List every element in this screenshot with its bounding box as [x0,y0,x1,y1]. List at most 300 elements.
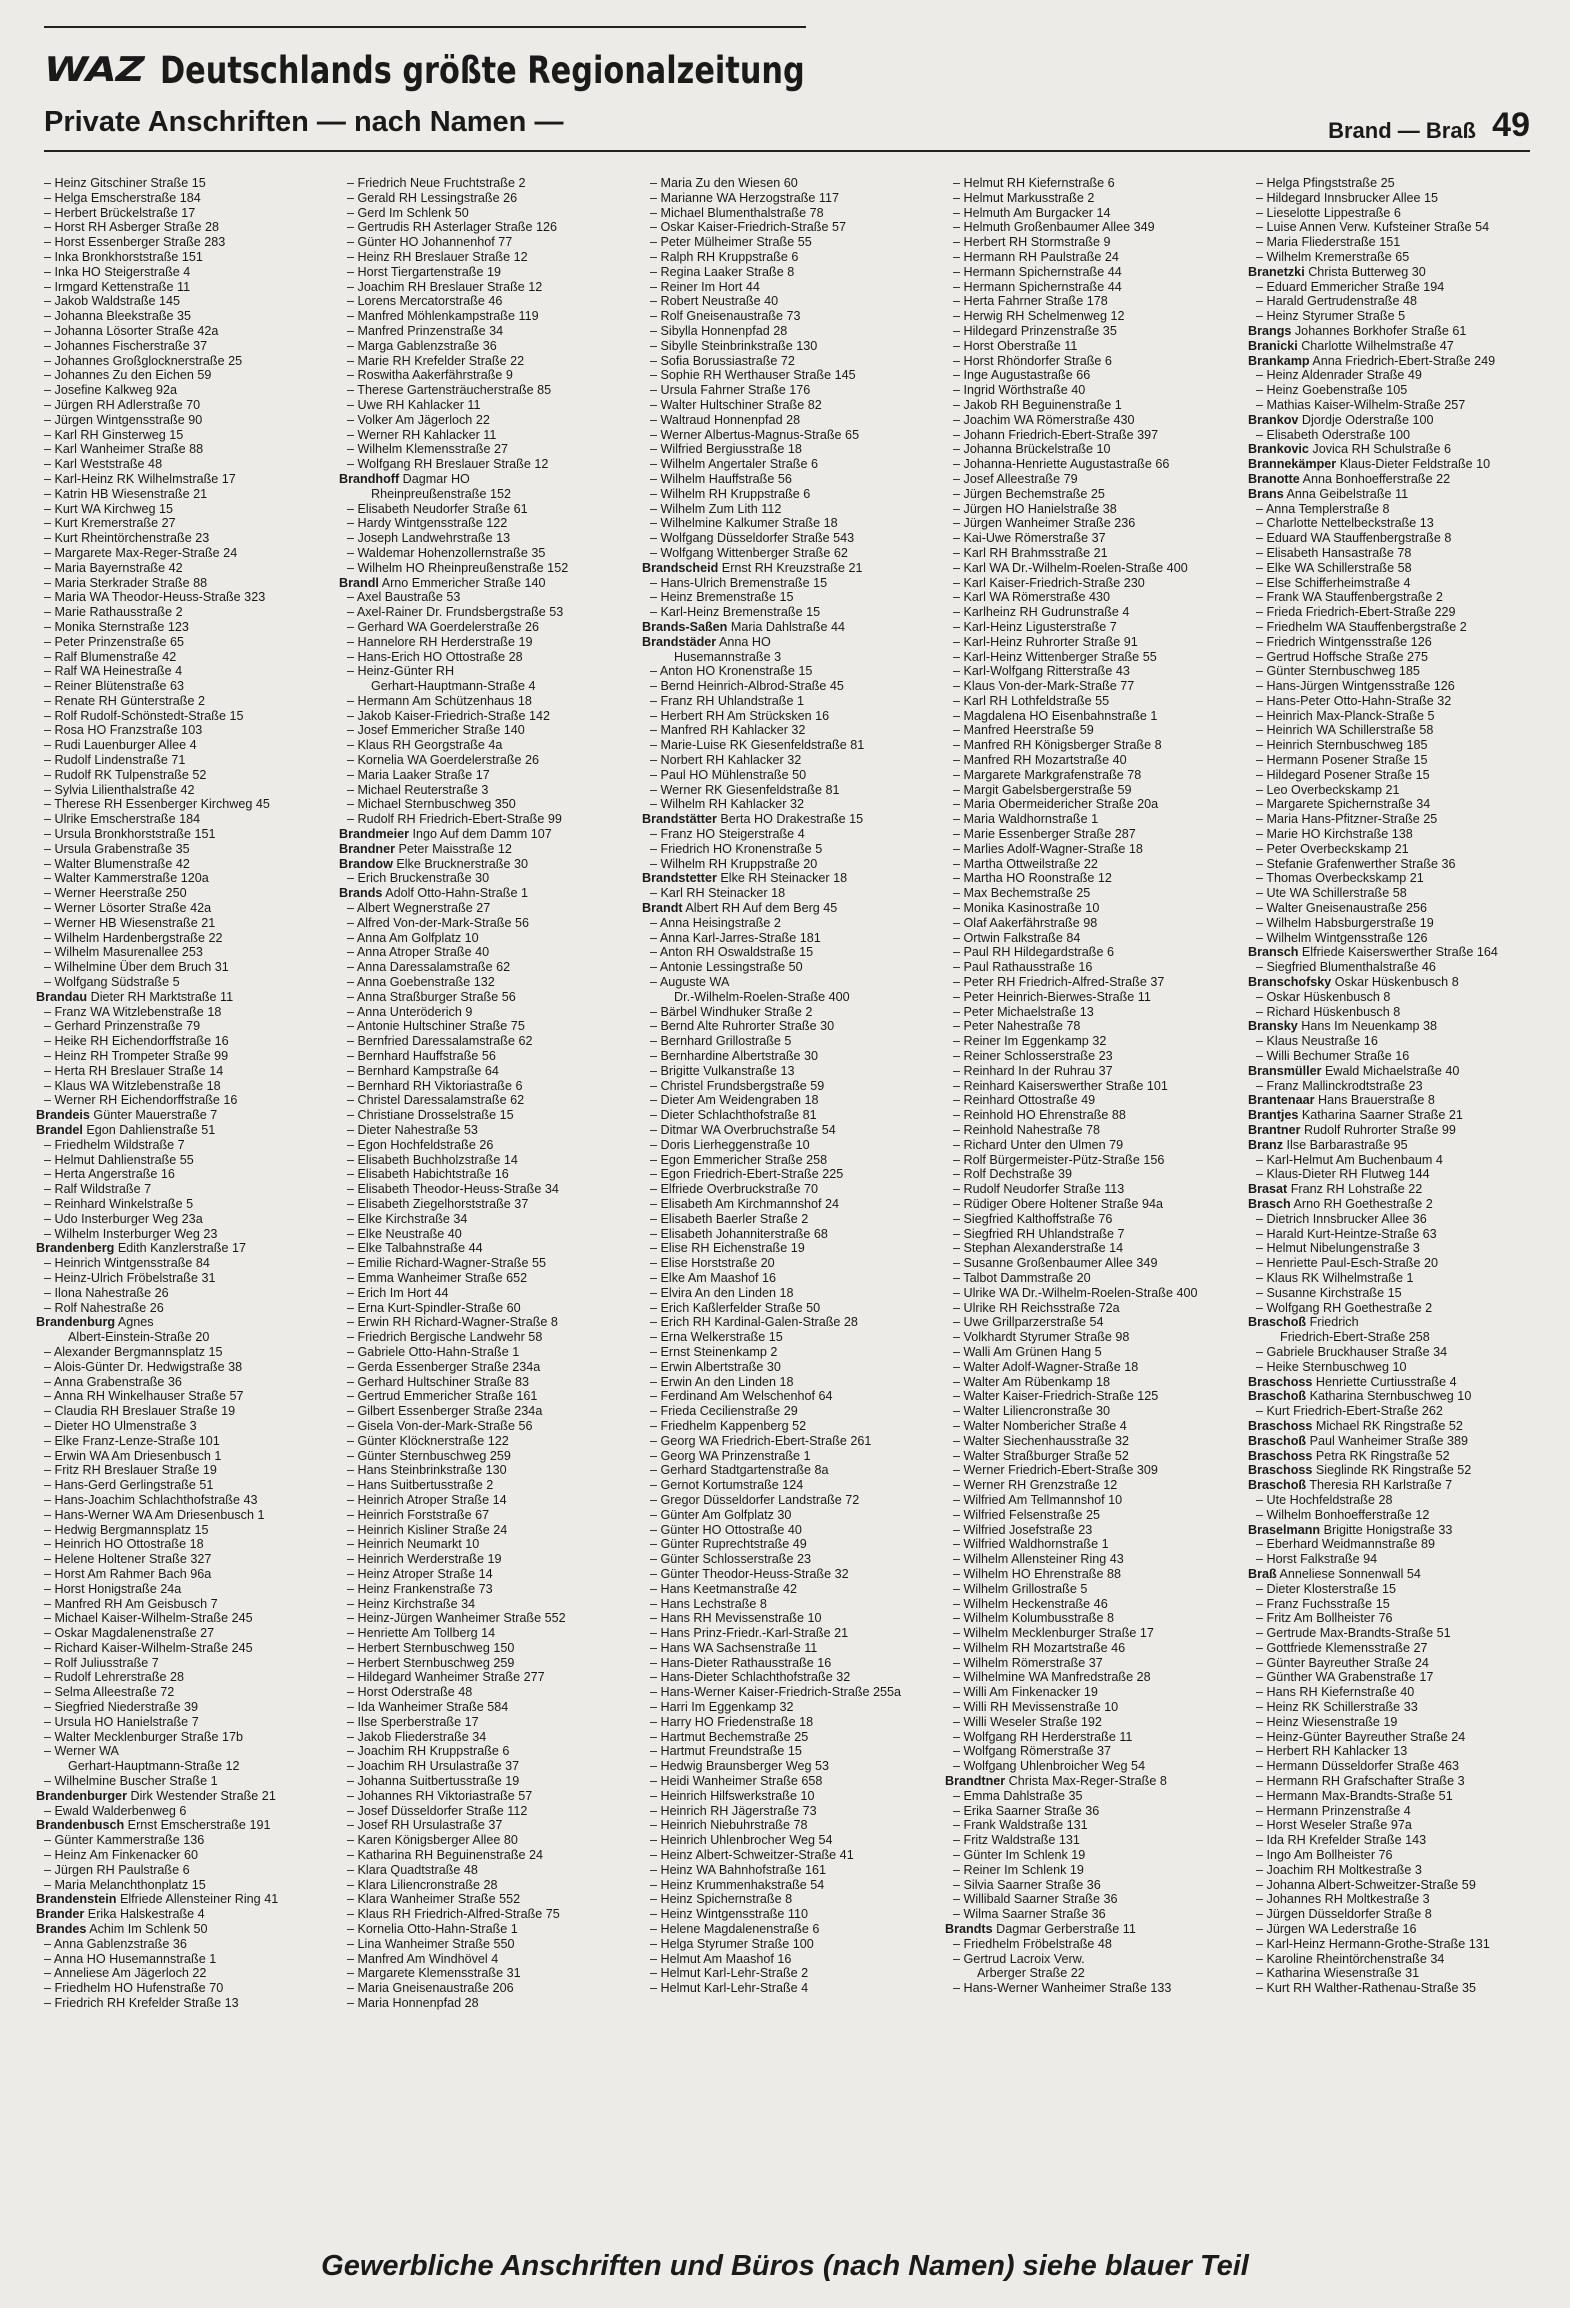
listing-entry: – Egon Hochfeldstraße 26 [339,1138,629,1153]
surname-entry: Brandenbusch Ernst Emscherstraße 191 [36,1818,271,1833]
listing-entry: – Frieda Cecilienstraße 29 [642,1404,932,1419]
listing-entry: – Gernot Kortumstraße 124 [642,1478,932,1493]
listing-entry: – Dietrich Innsbrucker Allee 36 [1248,1212,1538,1227]
listing-entry: – Frieda Friedrich-Ebert-Straße 229 [1248,605,1538,620]
surname-entry: Brans Anna Geibelstraße 11 [1248,486,1409,501]
listing-entry: – Horst Oderstraße 48 [339,1685,629,1700]
listing-entry: – Maria WA Theodor-Heuss-Straße 323 [36,590,326,605]
surname: Brandenberg [36,1241,115,1256]
listing-entry: – Anton HO Kronenstraße 15 [642,664,932,679]
listing-entry: – Hans-Dieter Rathausstraße 16 [642,1656,932,1671]
listing-entry: – Manfred RH Kahlacker 32 [642,723,932,738]
listing-entry: – Rüdiger Obere Holtener Straße 94a [945,1197,1235,1212]
footer-note: Gewerbliche Anschriften und Büros (nach Namen) siehe blauer Teil [321,2250,1249,2282]
listing-entry: – Wilhelm Wintgensstraße 126 [1248,931,1538,946]
surname-entry: Brantjes Katharina Saarner Straße 21 [1248,1108,1463,1123]
surname: Braselmann [1248,1522,1321,1537]
listing-entry: – Elisabeth Neudorfer Straße 61 [339,502,629,517]
listing-entry: – Anna Gablenzstraße 36 [36,1937,326,1952]
surname: Brandl [339,575,379,590]
listing-entry: – Bernhard Kampstraße 64 [339,1064,629,1079]
listing-entry: – Wilhelm Masurenallee 253 [36,945,326,960]
listing-entry: – Karl RH Lothfeldstraße 55 [945,694,1235,709]
listing-entry: – Irmgard Kettenstraße 11 [36,280,326,295]
surname: Brandhoff [339,471,400,486]
listing-entry: – Maria Zu den Wiesen 60 [642,176,932,191]
listing-column-3 [642,176,932,2216]
listing-entry: – Frank Waldstraße 131 [945,1818,1235,1833]
listing-entry: – Else Schifferheimstraße 4 [1248,576,1538,591]
listing-entry: – Walter Nombericher Straße 4 [945,1419,1235,1434]
listing-entry: – Anna Atroper Straße 40 [339,945,629,960]
listing-entry: – Hartmut Freundstraße 15 [642,1744,932,1759]
listing-entry: – Werner HB Wiesenstraße 21 [36,916,326,931]
listing-entry: – Heinrich Uhlenbrocher Weg 54 [642,1833,932,1848]
surname-entry: Brandhoff Dagmar HO [339,471,470,486]
listing-entry: – Joachim WA Römerstraße 430 [945,413,1235,428]
listing-entry: – Horst RH Asberger Straße 28 [36,220,326,235]
listing-entry: – Heinz Frankenstraße 73 [339,1582,629,1597]
listing-entry: – Dieter Nahestraße 53 [339,1123,629,1138]
listing-entry: – Rudolf RK Tulpenstraße 52 [36,768,326,783]
listing-entry: – Dieter Klosterstraße 15 [1248,1582,1538,1597]
surname: Brandtner [945,1774,1006,1789]
listing-entry: – Elisabeth Johanniterstraße 68 [642,1227,932,1242]
listing-entry: – Johanna Suitbertusstraße 19 [339,1774,629,1789]
listing-entry: – Hermann Spichernstraße 44 [945,265,1235,280]
listing-entry: – Heinrich WA Schillerstraße 58 [1248,723,1538,738]
surname: Brankamp [1248,353,1310,368]
listing-entry: – Gertrud Hoffsche Straße 275 [1248,650,1538,665]
listing-entry: – Gregor Düsseldorfer Landstraße 72 [642,1493,932,1508]
listing-entry: – Karl-Heinz Bremenstraße 15 [642,605,932,620]
listing-entry: – Ortwin Falkstraße 84 [945,931,1235,946]
listing-entry: – Wolfgang Wittenberger Straße 62 [642,546,932,561]
listing-entry: – Heinrich Hilfswerkstraße 10 [642,1789,932,1804]
listing-entry: – Karl-Heinz Ligusterstraße 7 [945,620,1235,635]
listing-entry: – Heinz Am Finkenacker 60 [36,1848,326,1863]
listing-entry: – Karl-Heinz RK Wilhelmstraße 17 [36,472,326,487]
listing-entry: – Eduard WA Stauffenbergstraße 8 [1248,531,1538,546]
listing-entry: – Hartmut Bechemstraße 25 [642,1730,932,1745]
listing-entry: – Manfred Heerstraße 59 [945,723,1235,738]
listing-entry: – Jürgen Düsseldorfer Straße 8 [1248,1907,1538,1922]
listing-entry: – Kurt WA Kirchweg 15 [36,502,326,517]
listing-entry: – Susanne Großenbaumer Allee 349 [945,1256,1235,1271]
surname-entry: Branetzki Christa Butterweg 30 [1248,264,1426,279]
listing-entry: – Walter Kaiser-Friedrich-Straße 125 [945,1389,1235,1404]
listing-entry: – Heinz Goebenstraße 105 [1248,383,1538,398]
listing-entry: – Stefanie Grafenwerther Straße 36 [1248,857,1538,872]
listing-entry: – Bernd Heinrich-Albrod-Straße 45 [642,679,932,694]
listing-entry: – Richard Unter den Ulmen 79 [945,1138,1235,1153]
listing-entry: – Günter Klöcknerstraße 122 [339,1434,629,1449]
listing-entry: – Wilhelm RH Kruppstraße 6 [642,487,932,502]
listing-entry: – Ulrike WA Dr.-Wilhelm-Roelen-Straße 400 [945,1286,1235,1301]
listing-entry: – Inge Augustastraße 66 [945,368,1235,383]
listing-entry: – Harald Kurt-Heintze-Straße 63 [1248,1227,1538,1242]
listing-entry: – Ingrid Wörthstraße 40 [945,383,1235,398]
listing-entry: – Paul HO Mühlenstraße 50 [642,768,932,783]
surname-entry: Braschoss Henriette Curtiusstraße 4 [1248,1374,1457,1389]
listing-entry: – Helga Pfingststraße 25 [1248,176,1538,191]
surname: Braschoß [1248,1478,1307,1493]
listing-entry: – Ernst Steinenkamp 2 [642,1345,932,1360]
listing-entry: – Friedhelm HO Hufenstraße 70 [36,1981,326,1996]
listing-column-1 [36,176,326,2216]
listing-entry: – Wilhelmine Buscher Straße 1 [36,1774,326,1789]
listing-entry: – Anna Am Golfplatz 10 [339,931,629,946]
listing-entry: – Klaus RH Friedrich-Alfred-Straße 75 [339,1907,629,1922]
listing-entry: – Anna Grabenstraße 36 [36,1375,326,1390]
listing-entry: – Rosa HO Franzstraße 103 [36,723,326,738]
listing-entry: – Gertrudis RH Asterlager Straße 126 [339,220,629,235]
listing-entry: – Gerald RH Lessingstraße 26 [339,191,629,206]
listing-entry: – Erich Im Hort 44 [339,1286,629,1301]
surname-entry: Brandscheid Ernst RH Kreuzstraße 21 [642,560,863,575]
listing-entry: – Elise Horststraße 20 [642,1256,932,1271]
listing-column-4 [945,176,1235,2216]
surname: Braschoß [1248,1315,1307,1330]
listing-entry: – Silvia Saarner Straße 36 [945,1878,1235,1893]
surname: Brannekämper [1248,457,1337,472]
listing-entry: – Erwin RH Richard-Wagner-Straße 8 [339,1315,629,1330]
listing-entry: – Wolfgang RH Herderstraße 11 [945,1730,1235,1745]
listing-entry: – Herwig RH Schelmenweg 12 [945,309,1235,324]
listing-entry: – Ursula Grabenstraße 35 [36,842,326,857]
listing-entry: – Walter Blumenstraße 42 [36,857,326,872]
listing-entry: – Johannes Fischerstraße 37 [36,339,326,354]
listing-entry: – Helene Magdalenenstraße 6 [642,1922,932,1937]
listing-entry: – Heidi Wanheimer Straße 658 [642,1774,932,1789]
surname-entry: Brandes Achim Im Schlenk 50 [36,1922,208,1937]
listing-entry: – Werner RH Grenzstraße 12 [945,1478,1235,1493]
listing-entry: – Jakob Kaiser-Friedrich-Straße 142 [339,709,629,724]
listing-entry: – Willi Weseler Straße 192 [945,1715,1235,1730]
listing-entry: Gerhart-Hauptmann-Straße 4 [371,679,536,694]
listing-entry: – Karl-Wolfgang Ritterstraße 43 [945,664,1235,679]
page-number: 49 [1492,106,1530,144]
listing-entry: – Rolf Dechstraße 39 [945,1167,1235,1182]
surname: Brandau [36,989,88,1004]
listing-entry: – Uwe Grillparzerstraße 54 [945,1315,1235,1330]
listing-entry: – Manfred RH Mozartstraße 40 [945,753,1235,768]
listing-entry: – Josef RH Ursulastraße 37 [339,1818,629,1833]
listing-entry: – Jürgen RH Adlerstraße 70 [36,398,326,413]
listing-entry: – Marlies Adolf-Wagner-Straße 18 [945,842,1235,857]
listing-entry: – Friedrich HO Kronenstraße 5 [642,842,932,857]
surname: Brandenstein [36,1892,117,1907]
listing-entry: – Reinhard Kaiserswerther Straße 101 [945,1079,1235,1094]
listing-entry: – Christel Daressalamstraße 62 [339,1093,629,1108]
listing-entry: – Heinz Spichernstraße 8 [642,1892,932,1907]
listing-entry: – Erika Saarner Straße 36 [945,1804,1235,1819]
listing-entry: – Horst Oberstraße 11 [945,339,1235,354]
listing-entry: – Manfred Möhlenkampstraße 119 [339,309,629,324]
listing-entry: – Inka Bronkhorststraße 151 [36,250,326,265]
listing-entry: – Ilona Nahestraße 26 [36,1286,326,1301]
surname: Brander [36,1907,85,1922]
listing-entry: – Hans RH Mevissenstraße 10 [642,1611,932,1626]
listing-entry: – Fritz Waldstraße 131 [945,1833,1235,1848]
listing-entry: – Gertrud Emmericher Straße 161 [339,1389,629,1404]
surname-entry: Braschoß Paul Wanheimer Straße 389 [1248,1433,1469,1448]
surname: Branschofsky [1248,975,1332,990]
listing-entry: – Günter Kammerstraße 136 [36,1833,326,1848]
listing-entry: – Ute Hochfeldstraße 28 [1248,1493,1538,1508]
listing-entry: – Heinrich Werderstraße 19 [339,1552,629,1567]
listing-entry: – Kurt RH Walther-Rathenau-Straße 35 [1248,1981,1538,1996]
listing-entry: – Helmut RH Kiefernstraße 6 [945,176,1235,191]
surname: Brandner [339,841,395,856]
listing-entry: – Hannelore RH Herderstraße 19 [339,635,629,650]
listing-entry: – Thomas Overbeckskamp 21 [1248,871,1538,886]
listing-entry: – Karl-Helmut Am Buchenbaum 4 [1248,1153,1538,1168]
listing-entry: – Klaus Neustraße 16 [1248,1034,1538,1049]
listing-entry: – Karl-Heinz Ruhrorter Straße 91 [945,635,1235,650]
listing-entry: – Heinrich Kisliner Straße 24 [339,1523,629,1538]
listing-entry: – Herbert RH Kahlacker 13 [1248,1744,1538,1759]
listing-entry: – Richard Hüskenbusch 8 [1248,1005,1538,1020]
listing-entry: – Herbert RH Stormstraße 9 [945,235,1235,250]
listing-entry: – Lina Wanheimer Straße 550 [339,1937,629,1952]
listing-entry: – Marie RH Krefelder Straße 22 [339,354,629,369]
listing-entry: – Josef Alleestraße 79 [945,472,1235,487]
surname: Brandow [339,856,393,871]
listing-entry: – Heinrich Max-Planck-Straße 5 [1248,709,1538,724]
listing-entry: – Gertrud Lacroix Verw. [945,1952,1235,1967]
listing-entry: – Wolfgang RH Breslauer Straße 12 [339,457,629,472]
listing-entry: – Oskar Hüskenbusch 8 [1248,990,1538,1005]
listing-entry: – Wilhelmine Über dem Bruch 31 [36,960,326,975]
surname-entry: Braselmann Brigitte Honigstraße 33 [1248,1522,1453,1537]
listing-entry: – Udo Insterburger Weg 23a [36,1212,326,1227]
listing-entry: – Walter Siechenhausstraße 32 [945,1434,1235,1449]
listing-entry: – Gerda Essenberger Straße 234a [339,1360,629,1375]
listing-entry: – Gerhard Stadtgartenstraße 8a [642,1463,932,1478]
listing-entry: – Bernhardine Albertstraße 30 [642,1049,932,1064]
listing-entry: – Heinz Styrumer Straße 5 [1248,309,1538,324]
listing-entry: – Wolfgang Römerstraße 37 [945,1744,1235,1759]
listing-entry: – Reinhard Ottostraße 49 [945,1093,1235,1108]
listing-entry: – Erwin An den Linden 18 [642,1375,932,1390]
listing-entry: – Wilhelmine WA Manfredstraße 28 [945,1670,1235,1685]
surname: Braschoß [1248,1433,1307,1448]
listing-entry: – Maria Fliederstraße 151 [1248,235,1538,250]
listing-entry: – Erwin WA Am Driesenbusch 1 [36,1449,326,1464]
listing-entry: – Ursula HO Hanielstraße 7 [36,1715,326,1730]
listing-entry: Arberger Straße 22 [977,1966,1085,1981]
listing-entry: – Monika Kasinostraße 10 [945,901,1235,916]
listing-entry: – Bärbel Windhuker Straße 2 [642,1005,932,1020]
listing-entry: – Hans-Ulrich Bremenstraße 15 [642,576,932,591]
listing-entry: – Günter Im Schlenk 19 [945,1848,1235,1863]
listing-entry: – Monika Sternstraße 123 [36,620,326,635]
listing-entry: – Kurt Rheintörchenstraße 23 [36,531,326,546]
listing-entry: – Heinrich Niebuhrstraße 78 [642,1818,932,1833]
listing-entry: – Siegfried Blumenthalstraße 46 [1248,960,1538,975]
listing-entry: – Günter Schlosserstraße 23 [642,1552,932,1567]
surname: Braschoß [1248,1389,1307,1404]
listing-entry: – Karl RH Ginsterweg 15 [36,428,326,443]
listing-entry: – Hans Prinz-Friedr.-Karl-Straße 21 [642,1626,932,1641]
listing-entry: – Klaus Von-der-Mark-Straße 77 [945,679,1235,694]
listing-entry: – Günter Sternbuschweg 259 [339,1449,629,1464]
listing-entry: – Brigitte Vulkanstraße 13 [642,1064,932,1079]
listing-entry: – Hildegard Wanheimer Straße 277 [339,1670,629,1685]
listing-entry: – Elisabeth Oderstraße 100 [1248,428,1538,443]
listing-entry: – Herbert Brückelstraße 17 [36,206,326,221]
listing-entry: – Erwin Albertstraße 30 [642,1360,932,1375]
listing-entry: – Heinrich HO Ottostraße 18 [36,1537,326,1552]
listing-entry: – Heinz-Günter RH [339,664,629,679]
listing-entry: – Karl Wanheimer Straße 88 [36,442,326,457]
listing-entry: – Hermann Spichernstraße 44 [945,280,1235,295]
listing-entry: – Helga Emscherstraße 184 [36,191,326,206]
surname-entry: Brandtner Christa Max-Reger-Straße 8 [945,1774,1167,1789]
listing-entry: – Gerhard Hultschiner Straße 83 [339,1375,629,1390]
listing-entry: – Michael Blumenthalstraße 78 [642,206,932,221]
listing-entry: – Werner Friedrich-Ebert-Straße 309 [945,1463,1235,1478]
listing-entry: – Jürgen Wintgensstraße 90 [36,413,326,428]
surname-entry: Brandau Dieter RH Marktstraße 11 [36,989,234,1004]
listing-entry: – Johann Friedrich-Ebert-Straße 397 [945,428,1235,443]
listing-entry: – Ralf Blumenstraße 42 [36,650,326,665]
listing-entry: – Josefine Kalkweg 92a [36,383,326,398]
surname-entry: Braschoss Michael RK Ringstraße 52 [1248,1418,1463,1433]
listing-entry: – Heinz RK Schillerstraße 33 [1248,1700,1538,1715]
listing-entry: – Wilhelm RH Kahlacker 32 [642,797,932,812]
listing-entry: – Wolfgang Südstraße 5 [36,975,326,990]
surname: Brandenburger [36,1788,127,1803]
listing-entry: – Ursula Bronkhorststraße 151 [36,827,326,842]
surname-entry: Brandts Dagmar Gerberstraße 11 [945,1922,1136,1937]
surname-entry: Brandl Arno Emmericher Straße 140 [339,575,546,590]
listing-entry: – Ingo Am Bollheister 76 [1248,1848,1538,1863]
listing-entry: – Waltraud Honnenpfad 28 [642,413,932,428]
listing-entry: – Volker Am Jägerloch 22 [339,413,629,428]
surname-entry: Brander Erika Halskestraße 4 [36,1907,205,1922]
listing-entry: – Wilhelm Habsburgerstraße 19 [1248,916,1538,931]
surname-entry: Bransmüller Ewald Michaelstraße 40 [1248,1063,1460,1078]
listing-entry: – Paul RH Hildegardstraße 6 [945,945,1235,960]
listing-entry: – Uwe RH Kahlacker 11 [339,398,629,413]
listing-entry: – Günter Bayreuther Straße 24 [1248,1656,1538,1671]
listing-entry: – Margarete Markgrafenstraße 78 [945,768,1235,783]
masthead [44,42,946,98]
listing-entry: – Erich Kaßlerfelder Straße 50 [642,1301,932,1316]
listing-entry: – Jakob RH Beguinenstraße 1 [945,398,1235,413]
listing-entry: – Norbert RH Kahlacker 32 [642,753,932,768]
listing-entry: – Klara Quadtstraße 48 [339,1863,629,1878]
surname: Brandeis [36,1108,90,1123]
listing-entry: – Günter HO Johannenhof 77 [339,235,629,250]
surname: Brandscheid [642,560,719,575]
surname-entry: Brankovic Jovica RH Schulstraße 6 [1248,442,1451,457]
listing-entry: – Heinz RH Breslauer Straße 12 [339,250,629,265]
surname-entry: Brandenburg Agnes [36,1315,154,1330]
listing-entry: – Anna RH Winkelhauser Straße 57 [36,1389,326,1404]
listing-entry: – Kai-Uwe Römerstraße 37 [945,531,1235,546]
listing-entry: – Herbert Sternbuschweg 259 [339,1656,629,1671]
listing-entry: – Maria Gneisenaustraße 206 [339,1981,629,1996]
surname: Brandenbusch [36,1818,125,1833]
surname-entry: Braschoß Katharina Sternbuschweg 10 [1248,1389,1472,1404]
listing-entry: – Therese Gartensträucherstraße 85 [339,383,629,398]
listing-entry: – Frank WA Stauffenbergstraße 2 [1248,590,1538,605]
listing-entry: – Rolf Nahestraße 26 [36,1301,326,1316]
listing-entry: – Wilhelm Bonhoefferstraße 12 [1248,1508,1538,1523]
listing-entry: – Werner RH Kahlacker 11 [339,428,629,443]
listing-entry: – Ralf Wildstraße 7 [36,1182,326,1197]
listing-entry: – Franz WA Witzlebenstraße 18 [36,1005,326,1020]
listing-entry: – Wilfried Bergiusstraße 18 [642,442,932,457]
listing-entry: – Klaus WA Witzlebenstraße 18 [36,1079,326,1094]
listing-entry: – Johannes Zu den Eichen 59 [36,368,326,383]
listing-entry: – Robert Neustraße 40 [642,294,932,309]
listing-entry: – Jakob Waldstraße 145 [36,294,326,309]
listing-entry: – Ilse Sperberstraße 17 [339,1715,629,1730]
listing-entry: – Hans-Werner Wanheimer Straße 133 [945,1981,1235,1996]
listing-entry: – Doris Lierheggenstraße 10 [642,1138,932,1153]
listing-entry: – Wilhelmine Kalkumer Straße 18 [642,516,932,531]
listing-entry: – Dieter Schlachthofstraße 81 [642,1108,932,1123]
listing-entry: – Rudolf Neudorfer Straße 113 [945,1182,1235,1197]
listing-entry: – Alfred Von-der-Mark-Straße 56 [339,916,629,931]
listing-entry: – Heinrich Wintgensstraße 84 [36,1256,326,1271]
listing-entry: – Elise RH Eichenstraße 19 [642,1241,932,1256]
surname: Brandel [36,1123,83,1137]
listing-entry: Friedrich-Ebert-Straße 258 [1280,1330,1430,1345]
listing-entry: – Günter HO Ottostraße 40 [642,1523,932,1538]
listing-entry: – Karl Kaiser-Friedrich-Straße 230 [945,576,1235,591]
listing-entry: – Wilfried Josefstraße 23 [945,1523,1235,1538]
listing-entry: – Walter Kammerstraße 120a [36,871,326,886]
listing-entry: – Siegfried Niederstraße 39 [36,1700,326,1715]
listing-entry: – Wolfgang RH Goethestraße 2 [1248,1301,1538,1316]
surname: Braß [1248,1566,1277,1581]
listing-entry: – Wilhelm Römerstraße 37 [945,1656,1235,1671]
listing-entry: – Horst Honigstraße 24a [36,1582,326,1597]
listing-entry: – Hermann Düsseldorfer Straße 463 [1248,1759,1538,1774]
listing-entry: – Karl-Heinz Wittenberger Straße 55 [945,650,1235,665]
surname-entry: Brandner Peter Maisstraße 12 [339,841,512,856]
listing-entry: – Wilhelm HO Ehrenstraße 88 [945,1567,1235,1582]
listing-entry: – Friedhelm Kappenberg 52 [642,1419,932,1434]
surname: Bransky [1248,1019,1298,1034]
listing-entry: – Ida Wanheimer Straße 584 [339,1700,629,1715]
listing-entry: – Sophie RH Werthauser Straße 145 [642,368,932,383]
listing-entry: – Horst Essenberger Straße 283 [36,235,326,250]
listing-entry: – Katharina RH Beguinenstraße 24 [339,1848,629,1863]
listing-entry: – Helmut Nibelungenstraße 3 [1248,1241,1538,1256]
listing-entry: – Rolf Rudolf-Schönstedt-Straße 15 [36,709,326,724]
listing-entry: – Hans Steinbrinkstraße 130 [339,1463,629,1478]
listing-entry: – Wilhelm Grillostraße 5 [945,1582,1235,1597]
listing-entry: – Heinz Wiesenstraße 19 [1248,1715,1538,1730]
surname-entry: Brandel Egon Dahlienstraße 51 [36,1123,216,1137]
listing-entry: – Marie Rathausstraße 2 [36,605,326,620]
listing-entry: – Willi Am Finkenacker 19 [945,1685,1235,1700]
listing-entry: – Walter Adolf-Wagner-Straße 18 [945,1360,1235,1375]
surname-entry: Braß Anneliese Sonnenwall 54 [1248,1566,1421,1581]
listing-entry: – Oskar Magdalenenstraße 27 [36,1626,326,1641]
surname: Braschoss [1248,1448,1313,1463]
surname-entry: Brankov Djordje Oderstraße 100 [1248,412,1434,427]
listing-entry: – Joachim RH Breslauer Straße 12 [339,280,629,295]
listing-entry: – Ralf WA Heinestraße 4 [36,664,326,679]
listing-entry: – Waldemar Hohenzollernstraße 35 [339,546,629,561]
